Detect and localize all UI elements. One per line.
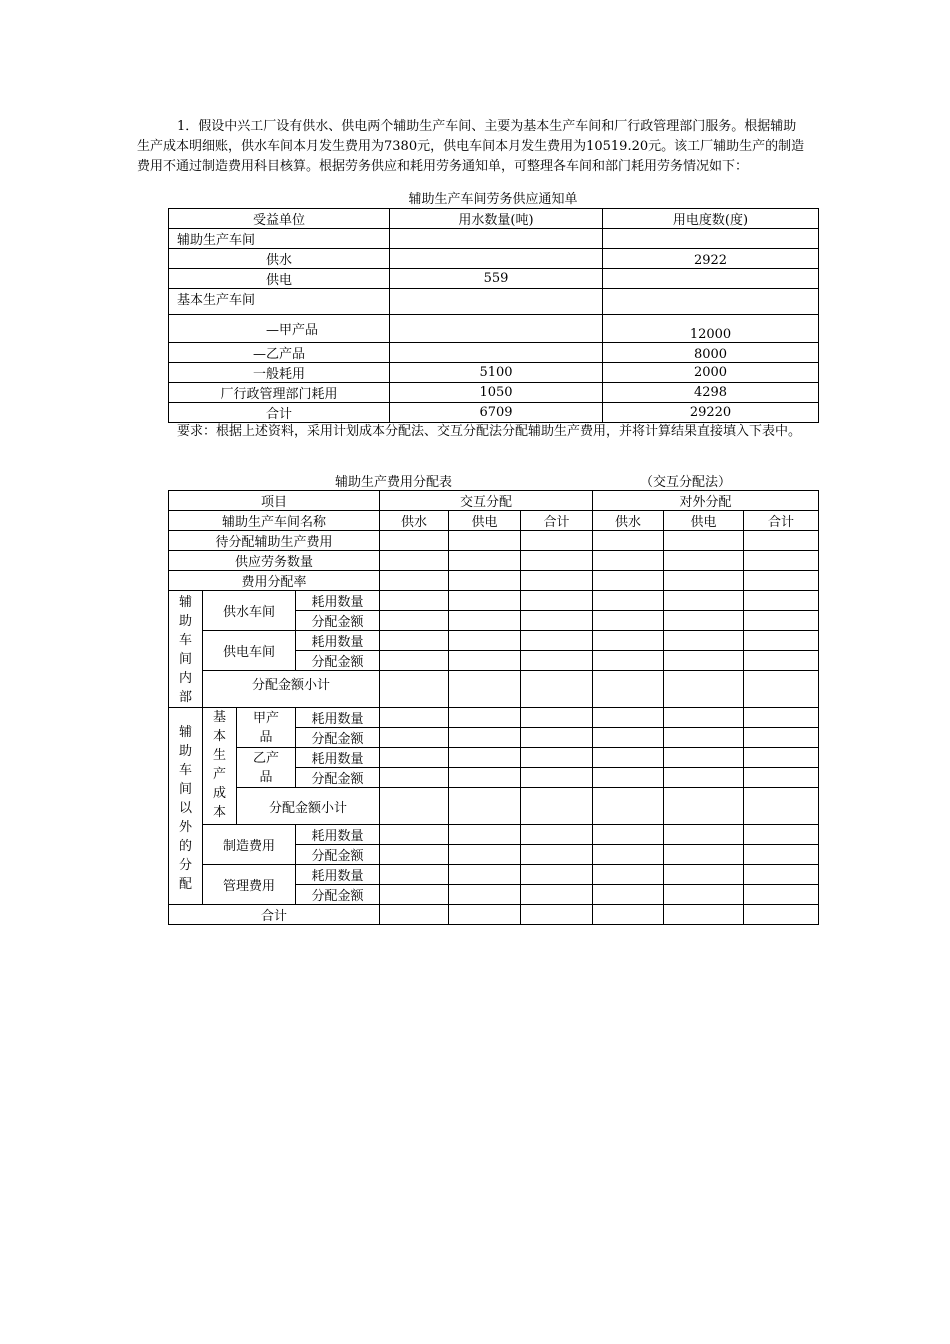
table-row <box>169 825 819 845</box>
row-label: 基本生产车间 <box>169 289 390 315</box>
water-shop-label: 供水车间 <box>203 591 296 631</box>
group-external-header: 对外分配 <box>593 491 819 511</box>
product-b-label: 乙产 品 <box>237 748 296 788</box>
header-power: 用电度数(度) <box>603 209 819 229</box>
table-row <box>169 269 819 289</box>
table-row <box>169 571 819 591</box>
row-label: 供水 <box>169 249 390 269</box>
table-row <box>169 865 819 885</box>
row-label: 费用分配率 <box>169 571 380 591</box>
table-row <box>169 315 819 343</box>
table-row <box>169 631 819 651</box>
row-label: 辅助生产车间 <box>169 229 390 249</box>
row-label: 耗用数量 <box>296 748 380 768</box>
header-beneficiary: 受益单位 <box>169 209 390 229</box>
table-row <box>169 748 819 768</box>
intro-paragraph: 1．假设中兴工厂设有供水、供电两个辅助生产车间、主要为基本生产车间和厂行政管理部门服务。根据辅助生产成本明细账，供水车间本月发生费用为7380元，供电车间本月发生费用为10519.20元。该工厂辅助生产的制造费用不通过制造费用科目核算。根据劳务供应和耗用劳务通知单，可整理各车间和部门耗用劳务情况如下： <box>137 119 805 174</box>
shop-name-header: 辅助生产车间名称 <box>169 511 380 531</box>
basic-cost-label: 基 本 生 产 成 本 <box>203 708 237 825</box>
requirement-paragraph: 要求：根据上述资料，采用计划成本分配法、交互分配法分配辅助生产费用，并将计算结果直接填入下表中。 <box>177 424 802 439</box>
row-label: 耗用数量 <box>296 708 380 728</box>
table-row <box>169 249 819 269</box>
row-label: 耗用数量 <box>296 865 380 885</box>
table-row <box>169 229 819 249</box>
water-cell: 1050 <box>390 383 603 403</box>
power-cell: 2922 <box>603 249 819 269</box>
table-row <box>169 708 819 728</box>
service-supply-table <box>168 208 819 423</box>
water-cell <box>390 343 603 363</box>
table-header-row <box>169 209 819 229</box>
power-cell: 2000 <box>603 363 819 383</box>
row-label: 一般耗用 <box>169 363 390 383</box>
table-row <box>169 289 819 315</box>
power-cell: 29220 <box>603 403 819 423</box>
section-external-label: 辅 助 车 间 以 外 的 分 配 <box>169 708 203 905</box>
row-label: 分配金额 <box>296 885 380 905</box>
water-cell: 6709 <box>390 403 603 423</box>
row-label: 分配金额 <box>296 728 380 748</box>
water-cell <box>390 229 603 249</box>
power-cell <box>603 269 819 289</box>
table-row <box>169 788 819 825</box>
table-row <box>169 551 819 571</box>
row-label: 分配金额 <box>296 845 380 865</box>
power-cell: 12000 <box>603 315 819 343</box>
power-cell <box>603 229 819 249</box>
col-power: 供电 <box>449 511 521 531</box>
admin-cost-label: 管理费用 <box>203 865 296 905</box>
col-power: 供电 <box>664 511 744 531</box>
table-row-total <box>169 403 819 423</box>
table-row <box>169 343 819 363</box>
row-label: 供应劳务数量 <box>169 551 380 571</box>
power-shop-label: 供电车间 <box>203 631 296 671</box>
header-water: 用水数量(吨) <box>390 209 603 229</box>
water-cell <box>390 315 603 343</box>
table1-title: 辅助生产车间劳务供应通知单 <box>408 192 578 207</box>
row-label: 待分配辅助生产费用 <box>169 531 380 551</box>
row-label: 分配金额 <box>296 651 380 671</box>
row-label: 耗用数量 <box>296 631 380 651</box>
row-label: —乙产品 <box>169 343 390 363</box>
water-cell: 559 <box>390 269 603 289</box>
col-water: 供水 <box>593 511 664 531</box>
row-label: 分配金额 <box>296 768 380 788</box>
col-total: 合计 <box>744 511 819 531</box>
row-label: —甲产品 <box>169 315 390 343</box>
header-row-groups <box>169 491 819 511</box>
table-row <box>169 383 819 403</box>
header-row-columns <box>169 511 819 531</box>
row-label: 供电 <box>169 269 390 289</box>
row-label: 分配金额小计 <box>203 671 380 708</box>
power-cell <box>603 289 819 315</box>
power-cell: 8000 <box>603 343 819 363</box>
table-row <box>169 591 819 611</box>
table-row <box>169 671 819 708</box>
product-a-label: 甲产 品 <box>237 708 296 748</box>
table2-title: 辅助生产费用分配表 <box>335 475 453 490</box>
table-row <box>169 531 819 551</box>
row-label: 耗用数量 <box>296 825 380 845</box>
row-label: 耗用数量 <box>296 591 380 611</box>
row-label: 合计 <box>169 905 380 925</box>
group-internal-header: 交互分配 <box>380 491 593 511</box>
allocation-table <box>168 490 819 925</box>
table2-method: （交互分配法） <box>640 475 732 490</box>
water-cell <box>390 249 603 269</box>
row-label: 分配金额 <box>296 611 380 631</box>
row-label: 分配金额小计 <box>237 788 380 825</box>
table-row-total <box>169 905 819 925</box>
col-water: 供水 <box>380 511 449 531</box>
section-internal-label: 辅 助 车 间 内 部 <box>169 591 203 708</box>
table-row <box>169 363 819 383</box>
power-cell: 4298 <box>603 383 819 403</box>
col-total: 合计 <box>521 511 593 531</box>
mfg-cost-label: 制造费用 <box>203 825 296 865</box>
row-label: 合计 <box>169 403 390 423</box>
water-cell <box>390 289 603 315</box>
water-cell: 5100 <box>390 363 603 383</box>
row-label: 厂行政管理部门耗用 <box>169 383 390 403</box>
item-header: 项目 <box>169 491 380 511</box>
